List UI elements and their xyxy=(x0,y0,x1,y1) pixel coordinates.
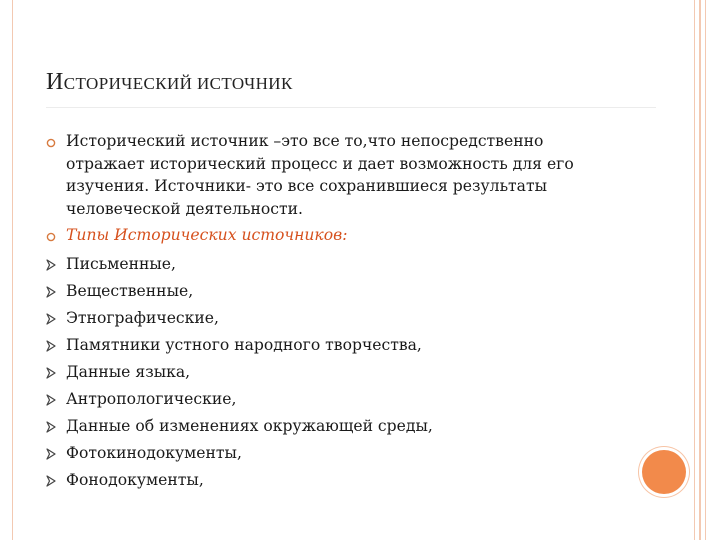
arrowhead-bullet-icon xyxy=(44,339,58,353)
list-item xyxy=(44,251,604,278)
list-item xyxy=(44,332,604,359)
list-item-label: Фонодокументы, xyxy=(66,470,204,489)
list-item xyxy=(44,413,604,440)
decorative-side-band xyxy=(700,0,720,540)
list-item-label: Памятники устного народного творчества, xyxy=(66,335,422,354)
title-initial: И xyxy=(46,69,64,95)
bullet-list xyxy=(44,130,604,494)
arrowhead-bullet-icon xyxy=(44,285,58,299)
circle-bullet-icon xyxy=(44,230,58,244)
list-item-label: Антропологические, xyxy=(66,389,237,408)
list-item xyxy=(44,440,604,467)
arrowhead-bullet-icon xyxy=(44,393,58,407)
list-item-label: Фотокинодокументы, xyxy=(66,443,242,462)
arrowhead-bullet-icon xyxy=(44,366,58,380)
definition-text: Исторический источник –это все то,что непосредственно отражает исторический процесс и дает возможность для его изучения. Источники- это все сохранившиеся результаты человеческой деятельности. xyxy=(66,132,574,218)
arrowhead-bullet-icon xyxy=(44,258,58,272)
arrowhead-bullet-icon xyxy=(44,447,58,461)
list-item xyxy=(44,359,604,386)
definition-paragraph xyxy=(44,130,604,220)
list-item-label: Письменные, xyxy=(66,254,176,273)
arrowhead-bullet-icon xyxy=(44,420,58,434)
decorative-circle xyxy=(642,450,686,494)
arrowhead-bullet-icon xyxy=(44,312,58,326)
list-item-label: Этнографические, xyxy=(66,308,219,327)
types-heading-text: Типы Исторических источников: xyxy=(66,226,348,244)
list-item xyxy=(44,305,604,332)
list-item xyxy=(44,467,604,494)
list-item-label: Данные об изменениях окружающей среды, xyxy=(66,416,433,435)
circle-bullet-icon xyxy=(44,136,58,150)
arrowhead-bullet-icon xyxy=(44,474,58,488)
list-item xyxy=(44,386,604,413)
types-heading xyxy=(44,224,604,247)
list-item-label: Вещественные, xyxy=(66,281,194,300)
list-item-label: Данные языка, xyxy=(66,362,191,381)
title-divider xyxy=(46,107,656,108)
list-item xyxy=(44,278,604,305)
title-rest: СТОРИЧЕСКИЙ ИСТОЧНИК xyxy=(63,74,293,93)
slide-title xyxy=(46,70,666,94)
